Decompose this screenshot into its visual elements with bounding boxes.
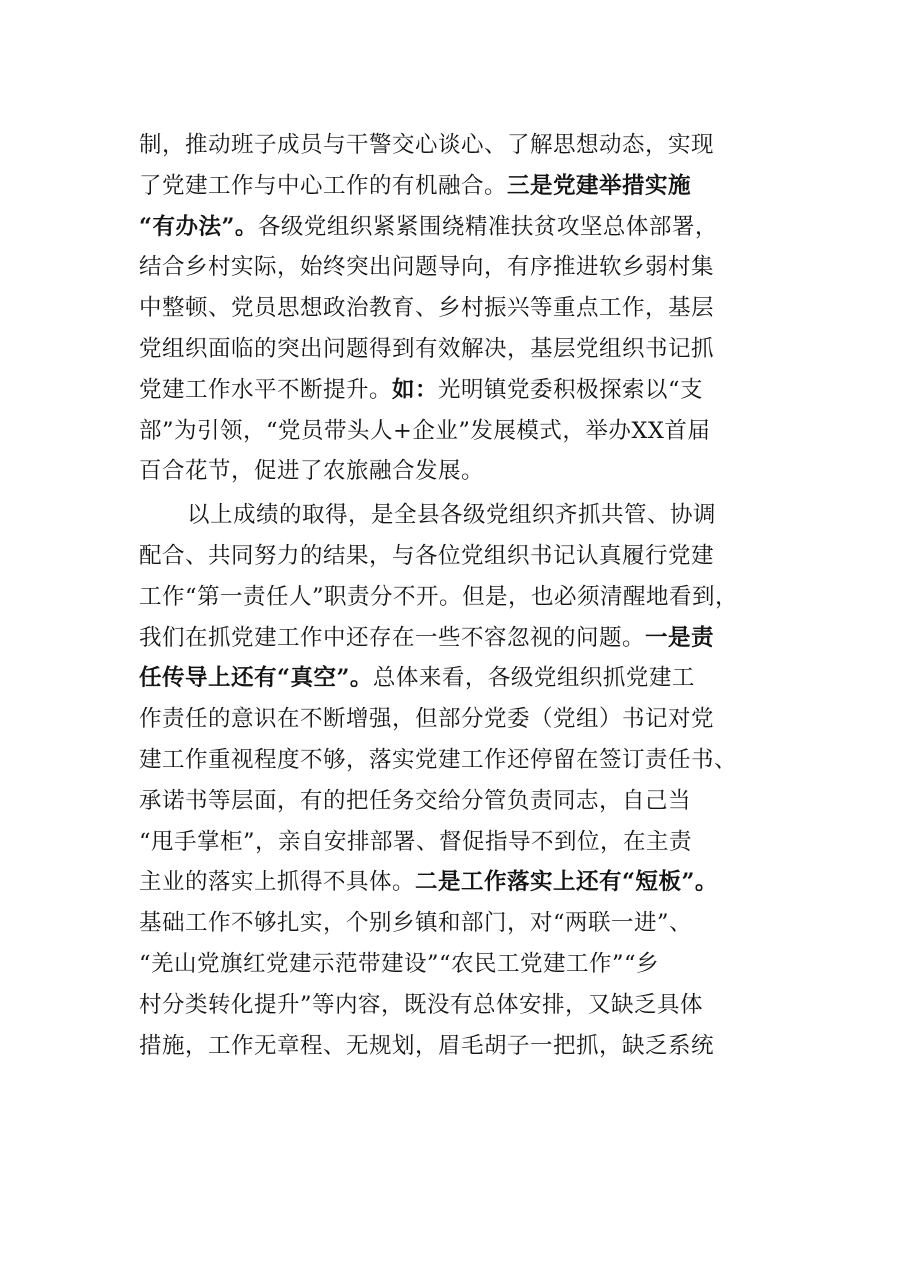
text-run: “羌山党旗红党建示范带建设”“农民工党建工作”“乡 <box>139 950 660 977</box>
text-run: 承诺书等层面，有的把任务交给分管负责同志，自己当 <box>139 787 692 814</box>
text-line <box>139 822 779 863</box>
text-line <box>139 699 779 740</box>
text-run: 工作“第一责任人”职责分不开。但是，也必须清醒地看到， <box>139 583 739 610</box>
text-run: 了党建工作与中心工作的有机融合。 <box>139 172 508 199</box>
text-line <box>139 166 779 207</box>
text-line <box>139 125 779 166</box>
text-line <box>139 411 779 452</box>
text-run: 我们在抓党建工作中还存在一些不容忽视的问题。 <box>139 624 646 651</box>
text-line <box>139 451 779 492</box>
text-run: 以上成绩的取得，是全县各级党组织齐抓共管、协调 <box>187 502 717 529</box>
text-line <box>139 288 779 329</box>
text-run: 结合乡村实际，始终突出问题导向，有序推进软乡弱村集 <box>139 254 715 281</box>
text-run: “甩手掌柜”，亲自安排部署、督促指导不到位，在主责 <box>139 828 693 855</box>
text-run: 中整顿、党员思想政治教育、乡村振兴等重点工作，基层 <box>139 295 715 322</box>
text-line <box>139 740 779 781</box>
text-run: 建工作重视程度不够，落实党建工作还停留在签订责任书、 <box>139 746 738 773</box>
text-line <box>139 862 779 903</box>
text-run: 部”为引领，“党员带头人+企业”发展模式，举办XX首届 <box>139 417 711 444</box>
document-body <box>139 125 779 1066</box>
text-run: 作责任的意识在不断增强，但部分党委（党组）书记对党 <box>139 706 715 733</box>
text-line <box>139 577 779 618</box>
text-run: 配合、共同努力的结果，与各位党组织书记认真履行党建 <box>139 542 715 569</box>
text-run: 光明镇党委积极探索以“支 <box>438 376 704 403</box>
bold-text-run: 二是工作落实上还有“短板”。 <box>415 869 718 896</box>
text-run: 制，推动班子成员与干警交心谈心、了解思想动态，实现 <box>139 132 715 158</box>
text-line <box>139 329 779 370</box>
text-line <box>139 370 779 411</box>
text-line <box>139 985 779 1026</box>
paragraph <box>139 125 779 492</box>
text-run: 党建工作水平不断提升。 <box>139 376 393 403</box>
text-line <box>139 207 779 248</box>
text-run: 村分类转化提升”等内容，既没有总体安排，又缺乏具体 <box>139 991 704 1018</box>
text-run: 党组织面临的突出问题得到有效解决，基层党组织书记抓 <box>139 335 715 362</box>
paragraph <box>139 495 779 1066</box>
bold-text-run: 一是责 <box>645 624 715 651</box>
bold-text-run: 任传导上还有“真空”。 <box>139 665 373 692</box>
text-run: 总体来看，各级党组织抓党建工 <box>372 665 695 692</box>
text-line <box>139 658 779 699</box>
text-run: 基础工作不够扎实，个别乡镇和部门，对“两联一进”、 <box>139 910 693 937</box>
bold-text-run: “有办法”。 <box>139 213 258 240</box>
text-line <box>139 944 779 985</box>
text-run: 百合花节，促进了农旅融合发展。 <box>139 458 485 485</box>
text-line <box>139 536 779 577</box>
text-line <box>139 781 779 822</box>
text-line <box>139 495 779 536</box>
text-line <box>139 1026 779 1067</box>
bold-text-run: 三是党建举措实施 <box>507 172 692 199</box>
text-run: 主业的落实上抓得不具体。 <box>139 869 416 896</box>
text-run: 各级党组织紧紧围绕精准扶贫攻坚总体部署， <box>257 213 718 240</box>
text-line <box>139 247 779 288</box>
bold-text-run: 如： <box>392 376 439 403</box>
text-line <box>139 618 779 659</box>
text-run: 措施，工作无章程、无规划，眉毛胡子一把抓，缺乏系统 <box>139 1032 715 1059</box>
text-line <box>139 903 779 944</box>
